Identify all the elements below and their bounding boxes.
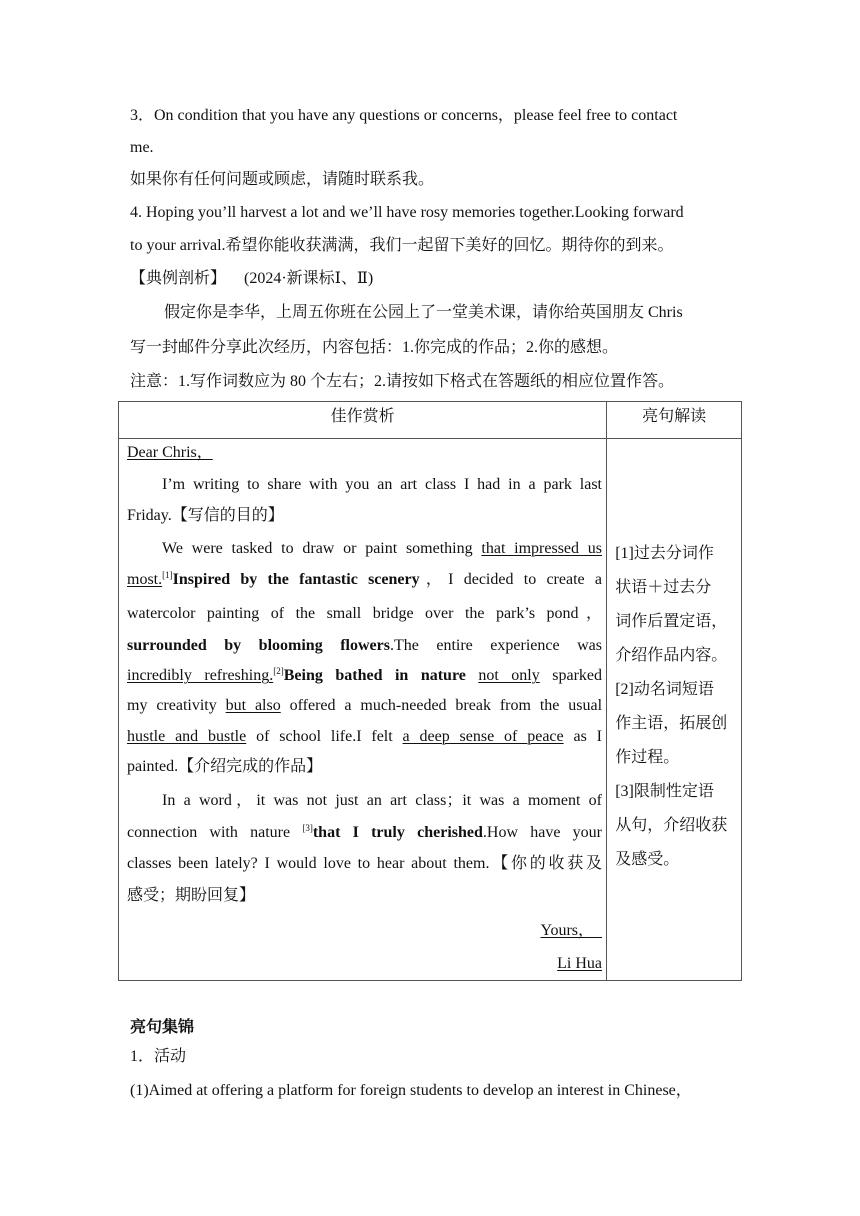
prompt-note: 注意：1.写作词数应为 80 个左右；2.请按如下格式在答题纸的相应位置作答。	[130, 373, 675, 390]
note-line: 作过程。	[615, 749, 680, 766]
intro-line-1: 3．On condition that you have any questions or concerns，please feel free to contact	[130, 107, 678, 124]
bright-item-1: 1．活动	[130, 1048, 187, 1065]
salutation: Dear Chris，	[127, 444, 213, 461]
essay-line: connection with nature [3]that I truly cherished.How have your	[127, 823, 603, 841]
note-line: 作主语，拓展创	[615, 715, 728, 732]
essay-line: We were tasked to draw or paint something that impressed us	[162, 540, 603, 557]
essay-line: In a word，it was not just an art class；it was a moment of	[162, 792, 602, 809]
essay-line: my creativity but also offered a much-needed break from the usual	[127, 697, 603, 714]
note-marker: [1]	[162, 570, 173, 580]
essay-line: surrounded by blooming flowers.The entire experience was	[127, 637, 602, 654]
example-heading-line	[130, 269, 373, 289]
essay-line: incredibly refreshing.[2]Being bathed in nature not only sparked	[127, 666, 603, 684]
bright-heading: 亮句集锦	[130, 1019, 195, 1036]
essay-line: 感受；期盼回复】	[127, 887, 256, 904]
essay-cell	[119, 439, 607, 981]
note-line: 介绍作品内容。	[615, 647, 728, 664]
intro-line-5: to your arrival.希望你能收获满满，我们一起留下美好的回忆。期待你的到来。	[130, 237, 674, 254]
example-source: (2024·新课标Ⅰ、Ⅱ)	[244, 270, 374, 287]
prompt-line-1: 假定你是李华，上周五你班在公园上了一堂美术课，请你给英国朋友 Chris	[164, 304, 683, 321]
essay-line: most.[1]Inspired by the fantastic scenery，I decided to create a	[127, 570, 602, 588]
intro-line-2: me.	[130, 139, 154, 156]
note-line: [2]动名词短语	[615, 681, 714, 698]
bright-item-1-sub-1: (1)Aimed at offering a platform for foreign students to develop an interest in Chinese，	[130, 1082, 692, 1099]
note-line: 从句，介绍收获	[615, 817, 728, 834]
note-line: 词作后置定语，	[615, 613, 728, 630]
note-line: [1]过去分词作	[615, 545, 714, 562]
table-header-right: 亮句解读	[607, 402, 742, 439]
note-marker: [3]	[302, 823, 313, 833]
table-header-left: 佳作赏析	[119, 402, 607, 439]
intro-line-4: 4. Hoping you’ll harvest a lot and we’ll have rosy memories together.Looking forward	[130, 204, 684, 221]
closing: Yours，	[540, 922, 594, 939]
essay-line: painted.【介绍完成的作品】	[127, 758, 323, 775]
signature: Li Hua	[557, 955, 602, 972]
prompt-line-2: 写一封邮件分享此次经历，内容包括：1.你完成的作品；2.你的感想。	[130, 339, 619, 356]
essay-line: I’m writing to share with you an art class I had in a park last	[162, 476, 602, 493]
notes-cell	[607, 439, 742, 981]
intro-line-3: 如果你有任何问题或顾虑，请随时联系我。	[130, 171, 435, 188]
essay-line: hustle and bustle of school life.I felt a deep sense of peace as I	[127, 728, 602, 745]
essay-line: classes been lately? I would love to hear about them.【你的收获及	[127, 855, 602, 872]
note-line: [3]限制性定语	[615, 783, 714, 800]
essay-table	[118, 401, 742, 981]
note-line: 及感受。	[615, 851, 680, 868]
note-marker: [2]	[273, 666, 284, 676]
example-heading: 【典例剖析】	[130, 270, 227, 287]
essay-line: Friday.【写信的目的】	[127, 507, 284, 524]
note-line: 状语＋过去分	[615, 579, 712, 596]
essay-line: watercolor painting of the small bridge over the park’s pond，	[127, 605, 602, 622]
